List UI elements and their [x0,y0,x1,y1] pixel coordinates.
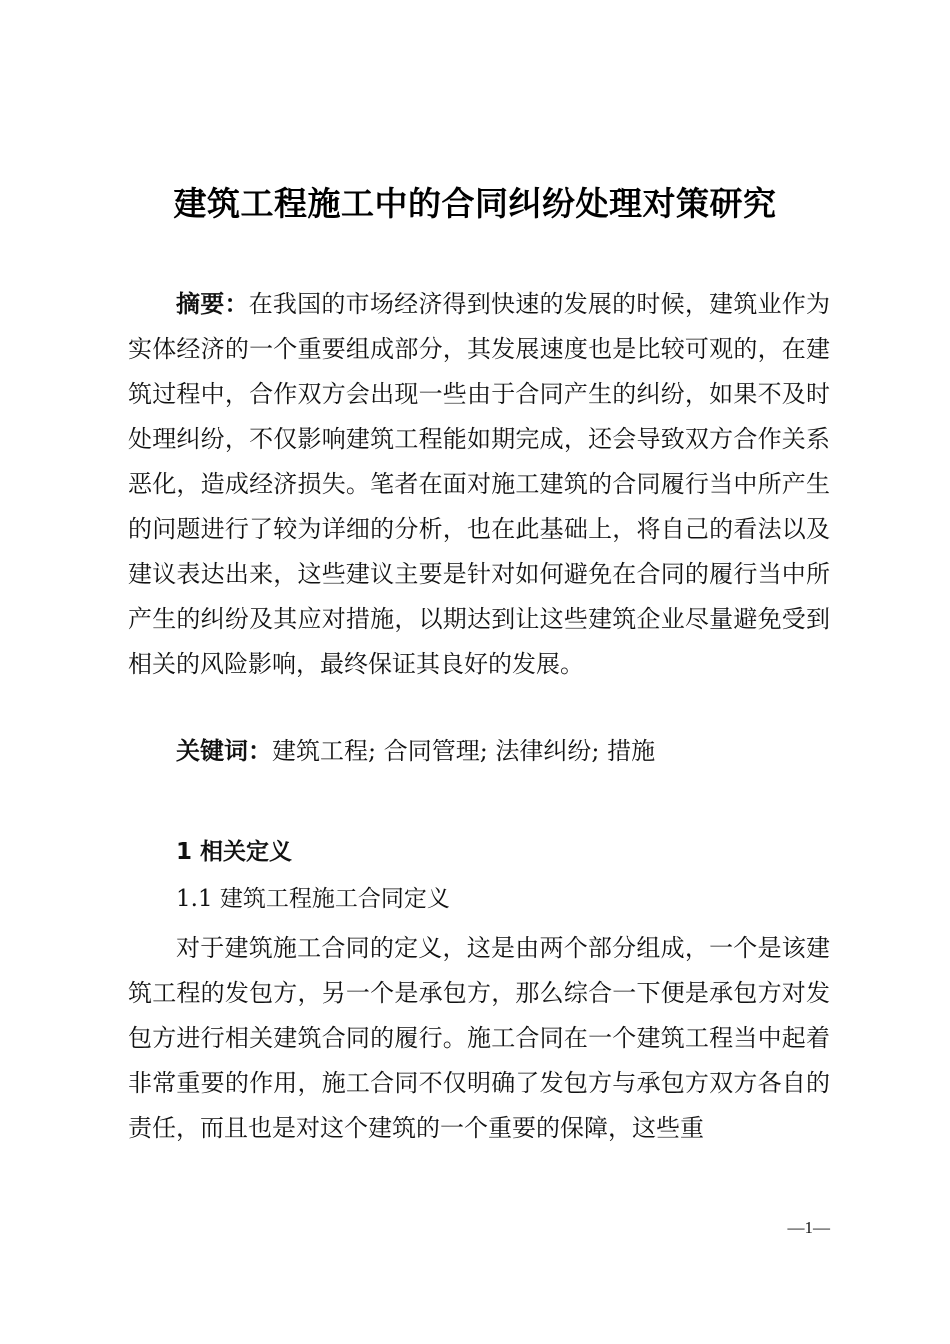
keywords-text: 建筑工程; 合同管理; 法律纠纷; 措施 [272,737,656,765]
body-paragraph: 对于建筑施工合同的定义，这是由两个部分组成，一个是该建筑工程的发包方，另一个是承包方，那么综合一下便是承包方对发包方进行相关建筑合同的履行。施工合同在一个建筑工程当中起着非常重要的作用，施工合同不仅明确了发包方与承包方双方各自的责任，而且也是对这个建筑的一个重要的保障，这些重 [128,934,830,1142]
abstract-paragraph [128,282,830,687]
keywords-line [128,729,830,774]
abstract-text: 在我国的市场经济得到快速的发展的时候，建筑业作为实体经济的一个重要组成部分，其发展速度也是比较可观的，在建筑过程中，合作双方会出现一些由于合同产生的纠纷，如果不及时处理纠纷，不仅影响建筑工程能如期完成，还会导致双方合作关系恶化，造成经济损失。笔者在面对施工建筑的合同履行当中所产生的问题进行了较为详细的分析，也在此基础上，将自己的看法以及建议表达出来，这些建议主要是针对如何避免在合同的履行当中所产生的纠纷及其应对措施，以期达到让这些建筑企业尽量避免受到相关的风险影响，最终保证其良好的发展。 [128,290,831,678]
page-number: —1— [787,1218,830,1237]
document-title: 建筑工程施工中的合同纠纷处理对策研究 [173,184,777,223]
keywords-label: 关键词： [176,737,272,765]
section-heading: 1 相关定义 [176,839,293,865]
abstract-label: 摘要： [176,290,249,318]
subsection-heading: 1.1 建筑工程施工合同定义 [176,886,450,912]
